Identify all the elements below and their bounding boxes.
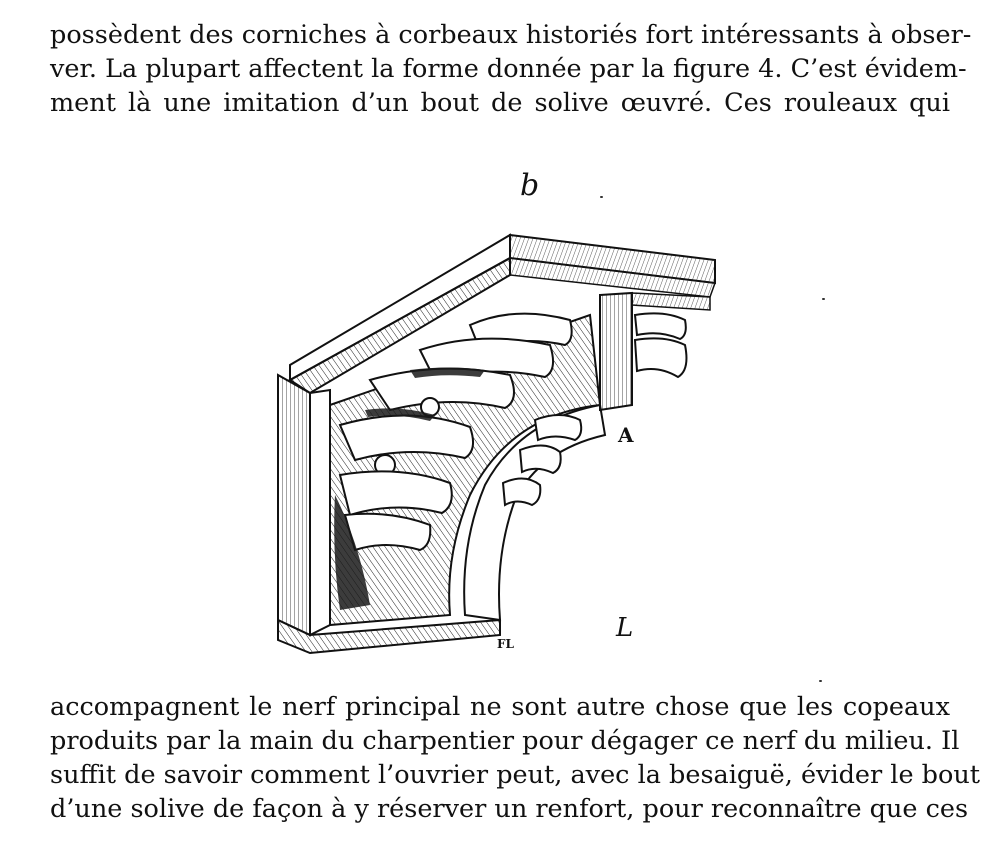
print-speck <box>819 680 822 682</box>
text-line: possèdent des corniches à corbeaux historiés fort intéressants à obser- <box>50 20 972 50</box>
text-line: ment là une imitation d’un bout de solive œuvré. Ces rouleaux qui <box>50 88 950 118</box>
monogram-mark: L <box>616 613 634 643</box>
figure-label-b: b <box>520 168 540 203</box>
print-speck <box>822 298 825 300</box>
print-speck <box>600 196 603 198</box>
corbel-front-frame <box>310 390 330 635</box>
text-line: produits par la main du charpentier pour dégager ce nerf du milieu. Il <box>50 726 960 756</box>
paragraph-top <box>50 18 972 120</box>
text-line: d’une solive de façon à y réserver un renfort, pour reconnaître que ces <box>50 794 969 824</box>
text-line: accompagnent le nerf principal ne sont autre chose que les copeaux <box>50 692 950 722</box>
figure-label-a: A <box>618 423 634 447</box>
corbel-illustration <box>270 165 730 665</box>
corbel-left-face <box>278 375 310 635</box>
text-line: suffit de savoir comment l’ouvrier peut, avec la besaiguë, évider le bout <box>50 760 981 790</box>
text-line: ver. La plupart affectent la forme donnée par la figure 4. C’est évidem- <box>50 54 967 84</box>
paragraph-bottom <box>50 690 981 826</box>
right-block <box>600 293 632 410</box>
engraver-signature: FL <box>497 637 514 651</box>
